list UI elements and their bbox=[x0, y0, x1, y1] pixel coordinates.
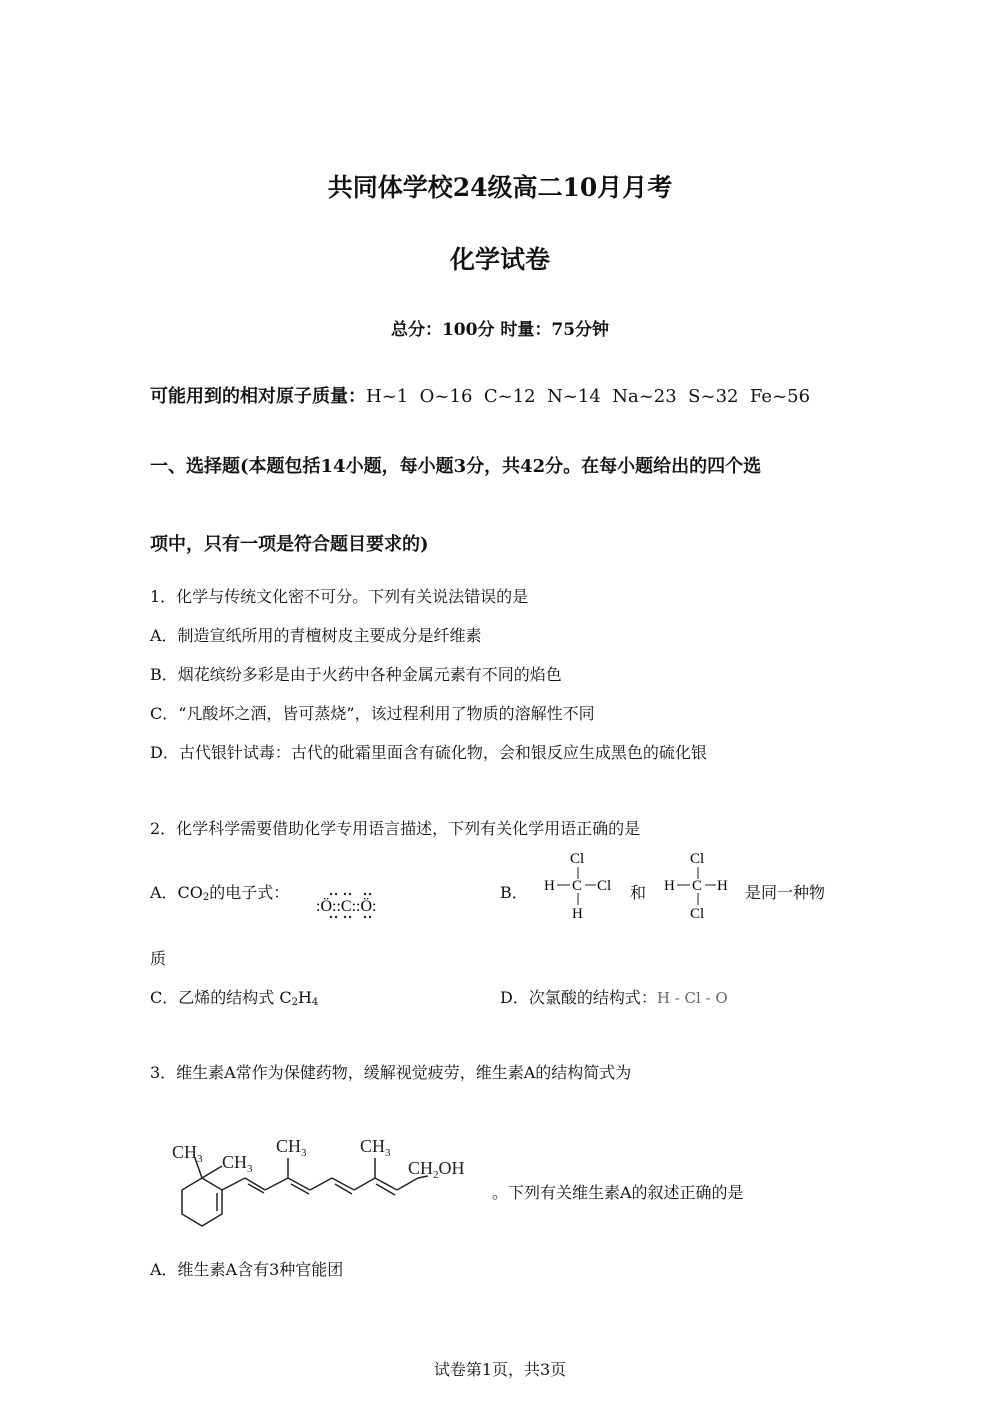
struct1-top: Cl bbox=[570, 851, 585, 867]
vitA-ch3-3: $CH_3$ bbox=[276, 1136, 307, 1159]
q2-a-prefix: A．CO bbox=[150, 883, 203, 902]
section1-heading-line2: 项中，只有一项是符合题目要求的) bbox=[150, 534, 429, 555]
q2-option-b-wrap: 质 bbox=[150, 949, 167, 968]
q1-option-a: A．制造宣纸所用的青檀树皮主要成分是纤维素 bbox=[150, 626, 482, 645]
co2-electron-text: :Ö::C::Ö: bbox=[316, 898, 377, 915]
q2-a-suffix: 的电子式： bbox=[209, 883, 290, 902]
struct2-right: H bbox=[717, 878, 728, 894]
struct2-top: Cl bbox=[690, 851, 705, 867]
exam-title: 共同体学校24级高二10月月考 bbox=[327, 173, 673, 202]
q1-option-d: D．古代银针试毒：古代的砒霜里面含有硫化物，会和银反应生成黑色的硫化银 bbox=[150, 743, 707, 762]
q2-d-prefix: D．次氯酸的结构式： bbox=[500, 988, 657, 1007]
co2-electron-formula bbox=[312, 888, 392, 920]
struct2-bottom: Cl bbox=[690, 906, 705, 922]
struct1-left: H bbox=[544, 878, 555, 894]
q2-c-sub2: 4 bbox=[311, 997, 319, 1008]
vitA-ch3-1: $CH_3$ bbox=[172, 1142, 203, 1165]
vitamin-a-structure bbox=[160, 1130, 490, 1230]
struct2-left: H bbox=[664, 878, 675, 894]
q2-d-formula: H - Cl - O bbox=[656, 989, 728, 1007]
q2-option-d bbox=[500, 985, 728, 1008]
q2-c-sub1: 2 bbox=[291, 997, 298, 1008]
atomic-masses bbox=[150, 382, 810, 408]
q1-stem: 1．化学与传统文化密不可分。下列有关说法错误的是 bbox=[150, 587, 529, 606]
q2-c-prefix: C．乙烯的结构式 C bbox=[150, 988, 292, 1007]
struct2-center: C bbox=[692, 878, 703, 894]
q2-a-sub: 2 bbox=[202, 892, 210, 903]
q1-option-b: B．烟花缤纷多彩是由于火药中各种金属元素有不同的焰色 bbox=[150, 665, 562, 684]
q2-stem: 2．化学科学需要借助化学专用语言描述，下列有关化学用语正确的是 bbox=[150, 819, 641, 838]
struct1-center: C bbox=[572, 878, 583, 894]
q2-option-b-suffix: 是同一种物 bbox=[745, 883, 826, 902]
exam-meta: 总分：100分 时量：75分钟 bbox=[390, 320, 610, 340]
section1-heading-line1: 一、选择题(本题包括14小题，每小题3分，共42分。在每小题给出的四个选 bbox=[150, 456, 762, 477]
struct1-right: Cl bbox=[597, 878, 612, 894]
q2-option-c bbox=[150, 985, 318, 1008]
atomic-masses-values: H~1 O~16 C~12 N~14 Na~23 S~32 Fe~56 bbox=[366, 386, 811, 407]
q2-c-mid: H bbox=[297, 988, 312, 1007]
q2-option-b-prefix: B． bbox=[500, 883, 528, 902]
atomic-masses-label: 可能用到的相对原子质量： bbox=[150, 386, 366, 407]
q3-option-a: A．维生素A含有3种官能团 bbox=[150, 1260, 344, 1279]
dichloromethane-structure-2 bbox=[660, 846, 740, 924]
exam-subject: 化学试卷 bbox=[449, 245, 550, 274]
q1-option-c: C．“凡酸坏之酒，皆可蒸烧”，该过程利用了物质的溶解性不同 bbox=[150, 704, 595, 723]
q2-option-b-and: 和 bbox=[630, 883, 647, 902]
vitA-ch2oh: $CH_2OH$ bbox=[408, 1158, 465, 1181]
q2-option-a bbox=[150, 880, 289, 903]
vitA-ch3-4: $CH_3$ bbox=[360, 1136, 391, 1159]
dichloromethane-structure-1 bbox=[540, 846, 620, 924]
q3-stem: 3．维生素A常作为保健药物，缓解视觉疲劳，维生素A的结构简式为 bbox=[150, 1063, 632, 1082]
vitA-ch3-2: $CH_3$ bbox=[222, 1152, 253, 1175]
q3-after-structure: 。下列有关维生素A的叙述正确的是 bbox=[492, 1183, 744, 1202]
struct1-bottom: H bbox=[572, 906, 583, 922]
page-footer: 试卷第1页，共3页 bbox=[433, 1360, 567, 1379]
